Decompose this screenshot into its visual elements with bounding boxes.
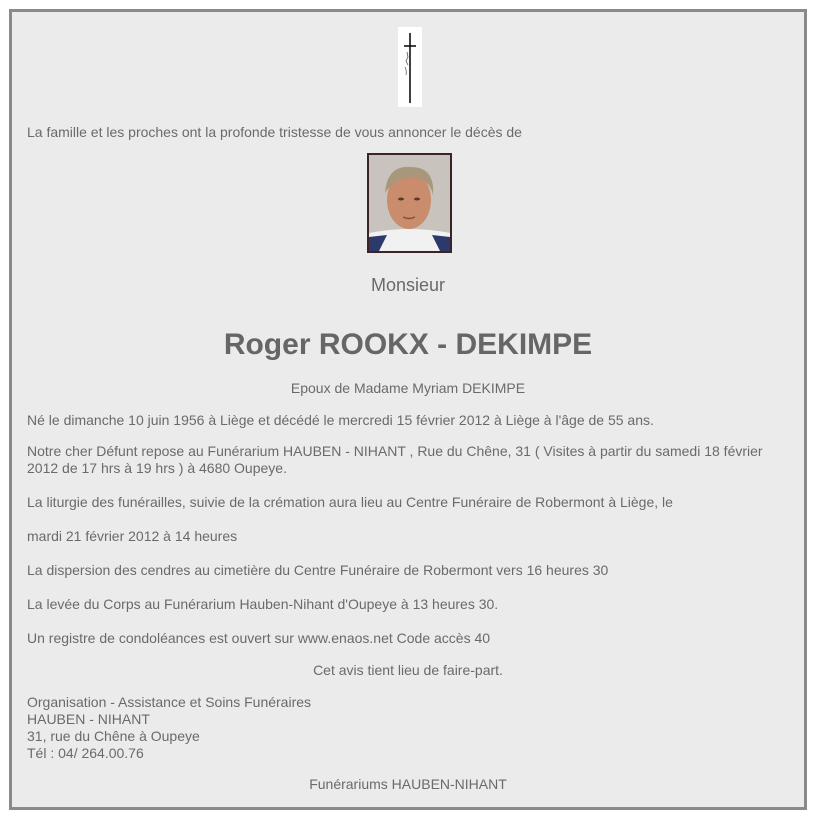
dispersion-text: La dispersion des cendres au cimetière du Centre Funéraire de Robermont vers 16 heures 30: [27, 562, 609, 578]
liturgy-text: La liturgie des funérailles, suivie de la crémation aura lieu au Centre Funéraire de Robermont à Liège, le: [27, 494, 673, 510]
obituary-card: [9, 9, 807, 810]
org-line-3: 31, rue du Chêne à Oupeye: [27, 728, 200, 744]
org-line-1: Organisation - Assistance et Soins Funéraires: [27, 694, 312, 710]
notice-text: Cet avis tient lieu de faire-part.: [313, 662, 503, 678]
levee-text: La levée du Corps au Funérarium Hauben-Nihant d'Oupeye à 13 heures 30.: [27, 596, 499, 612]
org-line-2: HAUBEN - NIHANT: [27, 711, 150, 727]
birth-death-text: Né le dimanche 10 juin 1956 à Liège et décédé le mercredi 15 février 2012 à Liège à l'âge de 55 ans.: [27, 412, 654, 428]
register-text: Un registre de condoléances est ouvert sur www.enaos.net Code accès 40: [27, 630, 491, 646]
organisation-block: [27, 694, 797, 762]
footer-text: Funérariums HAUBEN-NIHANT: [309, 776, 507, 792]
repose-text: Notre cher Défunt repose au Funérarium HAUBEN - NIHANT , Rue du Chêne, 31 ( Visites à partir du samedi 18 février 2012 de 17 hrs à 19 hrs ) à 4680 Oupeye.: [27, 443, 763, 476]
honorific: Monsieur: [370, 275, 446, 295]
deceased-name: Roger ROOKX - DEKIMPE: [223, 328, 593, 361]
liturgy-date: mardi 21 février 2012 à 14 heures: [27, 528, 238, 544]
spouse-text: Epoux de Madame Myriam DEKIMPE: [290, 380, 526, 396]
portrait-photo: [367, 153, 452, 253]
intro-text: La famille et les proches ont la profonde tristesse de vous annoncer le décès de: [27, 124, 522, 140]
org-phone: Tél : 04/ 264.00.76: [27, 745, 144, 761]
cross-icon: [398, 27, 422, 107]
